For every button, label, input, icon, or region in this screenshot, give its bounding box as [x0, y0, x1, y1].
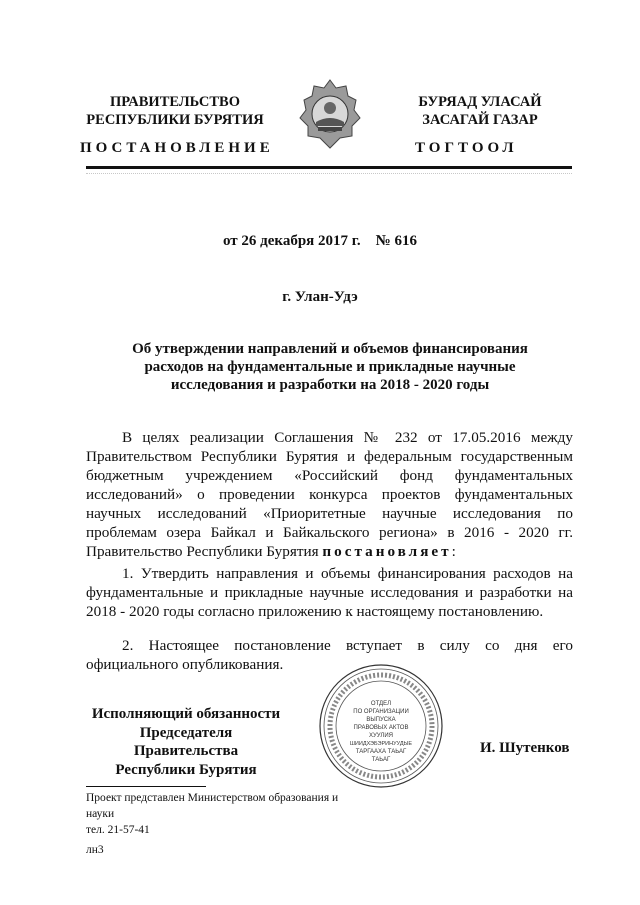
coat-of-arms-emblem	[296, 78, 364, 150]
body-paragraph-1	[86, 428, 573, 561]
signatory-line1: Исполняющий обязанности	[91, 706, 281, 722]
footer-project-note: Проект представлен Министерством образования и науки	[86, 792, 339, 820]
footer-phone: тел. 21-57-41	[86, 824, 150, 836]
header-left-line1: ПРАВИТЕЛЬСТВО	[110, 94, 240, 110]
stamp-text-1: ОТДЕЛ	[370, 701, 392, 707]
footer-divider	[86, 786, 206, 787]
signatory-title	[86, 705, 286, 779]
title-line3: исследования и разработки на 2018 - 2020 годы	[170, 377, 490, 393]
signatory-name: И. Шутенков	[480, 740, 570, 756]
header-left	[60, 93, 290, 129]
stamp-text-6: ШИИДХЭБЭРИНУУДЫЕ	[349, 741, 413, 747]
header-right-line1: БУРЯАД УЛАСАЙ	[418, 94, 542, 110]
title-line2: расходов на фундаментальные и прикладные научные	[144, 359, 516, 375]
body-paragraph-2	[86, 564, 573, 621]
para2-text: 1. Утвердить направления и объемы финансирования расходов на фундаментальные и прикладные научные исследования и разработки на 2018 - 2020 годы согласно приложению к настоящему постановлению.	[86, 565, 573, 620]
header-divider	[86, 166, 572, 169]
official-stamp	[318, 663, 444, 789]
document-title	[100, 340, 560, 394]
para3-text: 2. Настоящее постановление вступает в силу со дня его официального опубликования.	[86, 637, 573, 673]
header-right	[375, 93, 585, 129]
para1-emphasis: постановляет	[322, 543, 452, 560]
para1-end: :	[451, 543, 456, 560]
footer-code: лн3	[86, 844, 104, 856]
stamp-text-2: ПО ОРГАНИЗАЦИИ	[353, 709, 409, 715]
title-line1: Об утверждении направлений и объемов финансирования	[132, 341, 528, 357]
stamp-text-3: ВЫПУСКА	[366, 717, 396, 723]
stamp-text-8: ТАЬАГ	[371, 757, 391, 763]
header-dotted-line	[86, 173, 572, 174]
document-date-number: от 26 декабря 2017 г. № 616	[223, 233, 417, 249]
para1-text: В целях реализации Соглашения № 232 от 17.05.2016 между Правительством Республики Бурятия и федеральным государственным бюджетным учреждением «Российский фонд фундаментальных исследований» о проведении конкурса проектов фундаментальных научных исследований «Приоритетные научные исследования по проблемам озера Байкал и Байкальского региона» в 2016 - 2020 гг. Правительство Республики Бурятия	[86, 429, 573, 560]
decree-label-bua: ТОГТООЛ	[415, 140, 518, 156]
stamp-text-5: ХУУЛИЯ	[368, 733, 394, 739]
stamp-text-7: ТАРГААХА ТАЬАГ	[355, 749, 407, 755]
signatory-line3: Республики Бурятия	[115, 761, 257, 778]
decree-label-ru: ПОСТАНОВЛЕНИЕ	[80, 140, 274, 156]
header-left-line2: РЕСПУБЛИКИ БУРЯТИЯ	[86, 112, 264, 128]
stamp-text-4: ПРАВОВЫХ АКТОВ	[353, 725, 409, 731]
signatory-line2: Председателя Правительства	[133, 724, 239, 759]
header-right-line2: ЗАСАГАЙ ГАЗАР	[422, 112, 538, 128]
document-city: г. Улан-Удэ	[282, 289, 358, 305]
